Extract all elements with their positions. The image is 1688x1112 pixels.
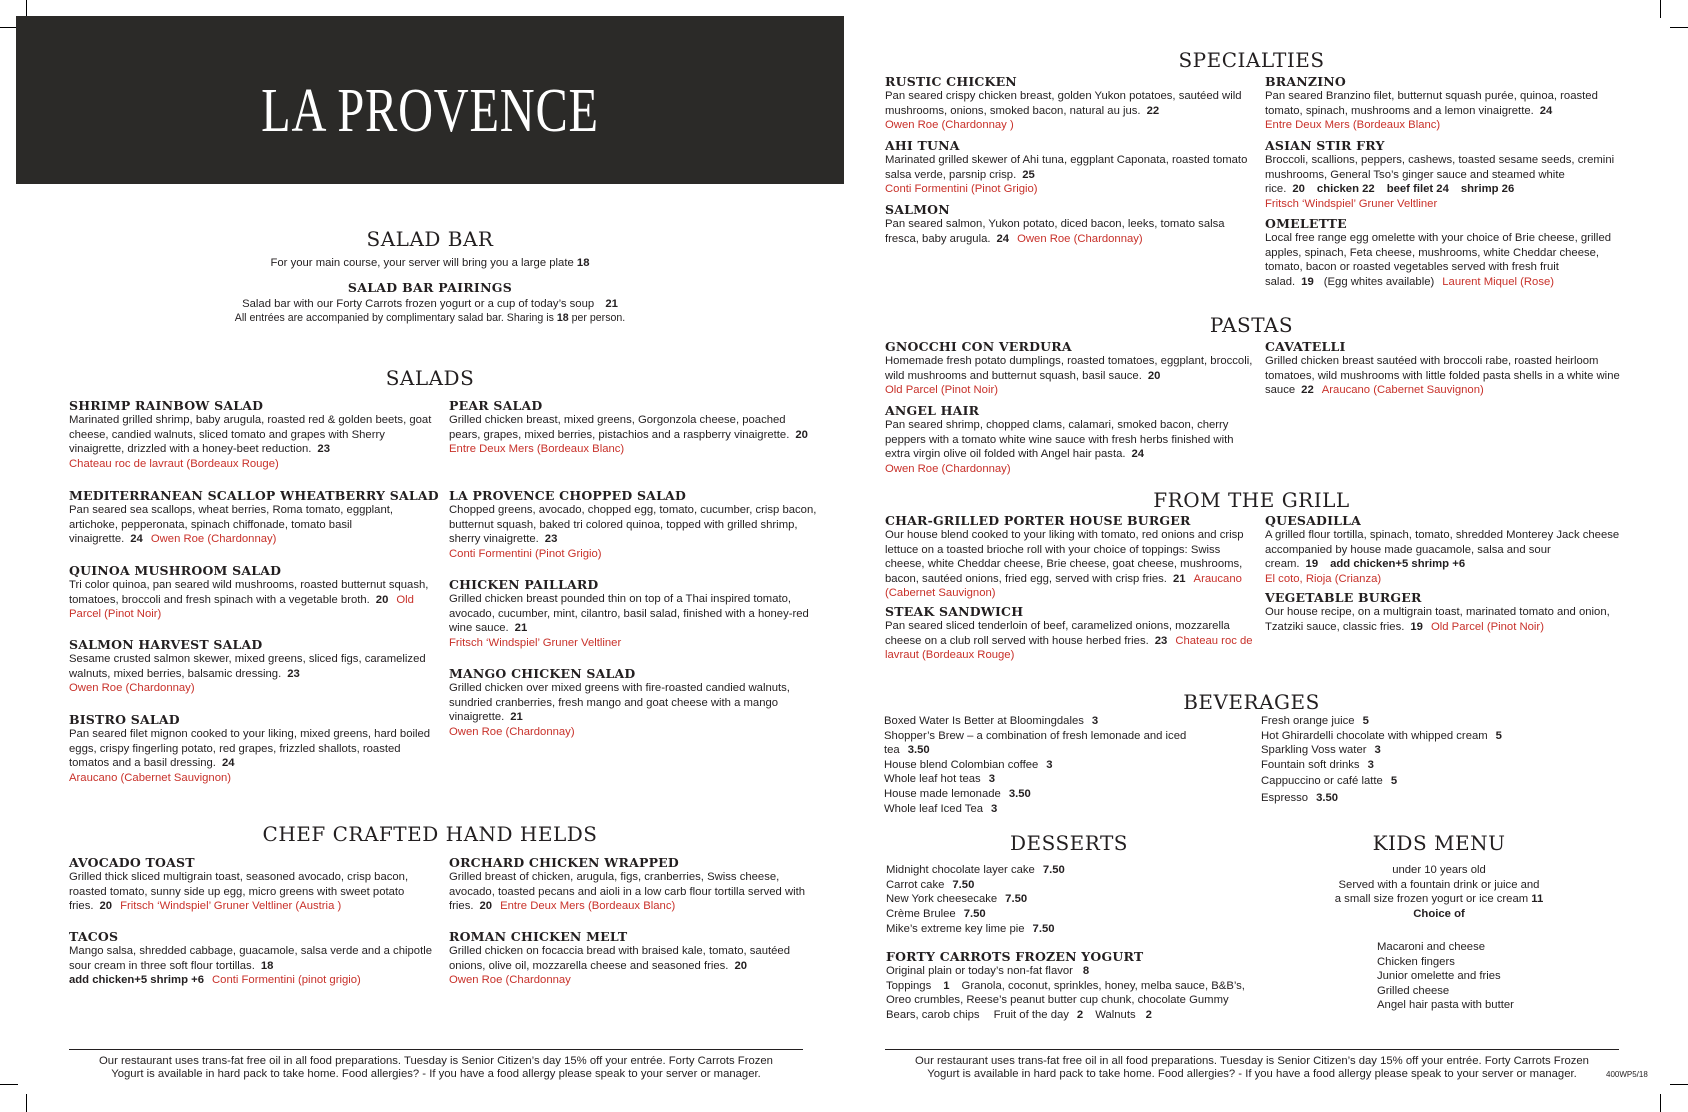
item-name: RUSTIC CHICKEN	[885, 74, 1017, 89]
menu-item	[1265, 513, 1635, 586]
item-name: MANGO CHICKEN SALAD	[449, 666, 636, 681]
note-text-a: All entrées are accompanied by complimentary salad bar. Sharing is	[234, 312, 554, 324]
item-desc: Grilled chicken breast, mixed greens, Gorgonzola cheese, poached pears, grapes, mixed berries, pistachios and a raspberry vinaigrette. 20 Entre Deux Mers (Bordeaux Blanc)	[449, 414, 808, 455]
wine-pairing: Fritsch ‘Windspiel’ Gruner Veltliner	[449, 636, 622, 649]
item-name: MEDITERRANEAN SCALLOP WHEATBERRY SALAD	[69, 488, 439, 503]
menu-item	[449, 398, 819, 457]
item-name: ANGEL HAIR	[885, 403, 980, 418]
beverages-right	[1261, 714, 1621, 806]
pairings-text: Salad bar with our Forty Carrots frozen yogurt or a cup of today’s soup	[242, 298, 595, 310]
menu-item	[449, 488, 819, 561]
item-name: QUESADILLA	[1265, 513, 1362, 528]
menu-item	[69, 637, 439, 696]
wine-pairing: Entre Deux Mers (Bordeaux Blanc)	[500, 900, 676, 912]
item-desc: Pan seared sea scallops, wheat berries, Roma tomato, eggplant, artichoke, pepperonata, spinach chiffonade, tomato basil vinaigrette. 24 Owen Roe (Chardonnay)	[69, 504, 394, 545]
specialties-heading: SPECIALTIES	[1178, 48, 1325, 72]
list-item: Hot Ghirardelli chocolate with whipped cream 5	[1261, 729, 1502, 742]
item-desc: Pan seared filet mignon cooked to your liking, mixed greens, hard boiled eggs, crispy fingerling potato, red grapes, frizzled shallots, roasted tomatos and a basil dressing. 24 Araucano (Cabernet Sauvignon)	[69, 728, 431, 784]
footer-line-2: Yogurt is available in hard pack to take home. Food allergies? - If you have a food allergy please speak to your server or manager.	[111, 1067, 761, 1080]
wine-pairing: Owen Roe (Chardonnay)	[885, 462, 1011, 475]
grill-heading: FROM THE GRILL	[1153, 488, 1350, 512]
brand-banner	[16, 16, 844, 184]
item-name: PEAR SALAD	[449, 398, 543, 413]
item-name: CAVATELLI	[1265, 339, 1346, 354]
item-desc: Homemade fresh potato dumplings, roasted tomatoes, eggplant, broccoli, wild mushrooms and butternut squash, basil sauce. 20 Old Parcel (Pinot Noir)	[885, 355, 1253, 396]
list-item: House blend Colombian coffee 3	[884, 758, 1053, 771]
list-item: Espresso 3.50	[1261, 791, 1339, 804]
list-item: Carrot cake 7.50	[886, 878, 975, 891]
item-name: TACOS	[69, 929, 119, 944]
salad-bar-note	[16, 311, 844, 326]
list-item: Shopper’s Brew – a combination of fresh lemonade and iced tea 3.50	[884, 729, 1187, 757]
item-desc: Grilled breast of chicken, arugula, figs, cranberries, Swiss cheese, avocado, toasted pecans and aioli in a low carb flour tortilla served with fries. 20 Entre Deux Mers (Bordeaux Blanc)	[449, 871, 806, 912]
note-price: 18	[556, 312, 569, 324]
wine-pairing: Fritsch ‘Windspiel’ Gruner Veltliner	[1265, 197, 1438, 210]
item-name: SALMON HARVEST SALAD	[69, 637, 263, 652]
footer-right	[885, 1055, 1619, 1080]
wine-pairing: Entre Deux Mers (Bordeaux Blanc)	[1265, 119, 1441, 131]
wine-pairing: Conti Formentini (Pinot Grigio)	[885, 183, 1038, 195]
wine-pairing: Owen Roe (Chardonnay)	[150, 533, 277, 545]
menu-item	[1265, 216, 1635, 289]
brand-title: LA PROVENCE	[261, 77, 599, 145]
wine-pairing: Owen Roe (Chardonnay)	[449, 725, 575, 738]
wine-pairing: Old Parcel (Pinot Noir)	[69, 593, 414, 620]
footer-rule	[885, 1049, 1619, 1050]
footer-line-1: Our restaurant uses trans-fat free oil in all food preparations. Tuesday is Senior Citizen’s day 15% off your entrée. Forty Carrots Frozen	[99, 1055, 773, 1067]
menu-item	[1265, 138, 1635, 211]
list-item: Chicken fingers	[1377, 955, 1455, 968]
item-name: BISTRO SALAD	[69, 712, 180, 727]
note-text-b: per person.	[571, 312, 626, 324]
list-item: Sparkling Voss water 3	[1261, 744, 1381, 757]
item-name: ASIAN STIR FRY	[1265, 138, 1385, 153]
item-name: STEAK SANDWICH	[885, 604, 1024, 619]
salad-bar-text: For your main course, your server will bring you a large plate	[270, 257, 574, 269]
menu-item	[885, 138, 1255, 197]
item-desc: Tri color quinoa, pan seared wild mushrooms, roasted butternut squash, tomatoes, broccoli and fresh spinach with a vegetable broth. 20 Old Parcel (Pinot Noir)	[69, 579, 429, 620]
list-item: Crème Brulee 7.50	[886, 907, 986, 920]
footer-rule	[69, 1049, 803, 1050]
list-item: Cappuccino or café latte 5	[1261, 775, 1398, 788]
list-item: Grilled cheese	[1377, 984, 1450, 997]
wine-pairing: Old Parcel (Pinot Noir)	[885, 384, 999, 396]
yogurt-desc: Original plain or today’s non-fat flavor 8 Toppings 1 Granola, coconut, sprinkles, honey, melba sauce, B&B’s, Oreo crumbles, Reese’s peanut butter cup chunk, chocolate Gummy Bears, carob chips Fruit of the day 2 Walnuts 2	[886, 965, 1245, 1021]
kids-heading: KIDS MENU	[1372, 831, 1506, 855]
desserts-list	[886, 863, 1266, 937]
item-desc: Grilled chicken breast pounded thin on top of a Thai inspired tomato, avocado, cucumber, mint, cilantro, basil salad, finished with a honey-red wine sauce. 21 Fritsch ‘Windspiel’ Gruner Veltliner	[449, 593, 809, 649]
item-desc: Marinated grilled skewer of Ahi tuna, eggplant Caponata, roasted tomato salsa verde, parsnip crisp. 25 Conti Formentini (Pinot Grigio)	[885, 154, 1248, 195]
menu-item	[449, 929, 819, 988]
item-name: OMELETTE	[1265, 216, 1347, 231]
item-name: SALMON	[885, 202, 950, 217]
menu-item	[1265, 74, 1635, 133]
pastas-heading: PASTAS	[1209, 313, 1294, 337]
wine-pairing: Chateau roc de lavraut (Bordeaux Rouge)	[69, 457, 279, 470]
wine-pairing: Araucano (Cabernet Sauvignon)	[69, 771, 232, 784]
menu-item	[449, 577, 819, 650]
menu-item	[885, 513, 1255, 601]
list-item: Fresh orange juice 5	[1261, 715, 1369, 727]
item-name: CHICKEN PAILLARD	[449, 577, 599, 592]
item-name: QUINOA MUSHROOM SALAD	[69, 563, 282, 578]
wine-pairing: El coto, Rioja (Crianza)	[1265, 572, 1382, 585]
list-item: Boxed Water Is Better at Bloomingdales 3	[884, 715, 1099, 727]
item-desc: Sesame crusted salmon skewer, mixed greens, sliced figs, caramelized walnuts, mixed berries, balsamic dressing. 23 Owen Roe (Chardonnay)	[69, 653, 426, 694]
item-desc: Grilled chicken over mixed greens with fire-roasted candied walnuts, sundried cranberries, fresh mango and goat cheese with a mango vinaigrette. 21 Owen Roe (Chardonnay)	[449, 682, 790, 738]
menu-item	[69, 855, 439, 914]
item-name: SHRIMP RAINBOW SALAD	[69, 398, 264, 413]
frozen-yogurt	[886, 949, 1276, 1022]
wine-pairing: Araucano (Cabernet Sauvignon)	[1321, 384, 1484, 396]
wine-pairing: Owen Roe (Chardonnay	[449, 974, 571, 986]
wine-pairing: Old Parcel (Pinot Noir)	[1430, 620, 1544, 633]
wine-pairing: Owen Roe (Chardonnay)	[1017, 232, 1143, 245]
item-desc: Chopped greens, avocado, chopped egg, tomato, cucumber, crisp bacon, butternut squash, baked tri colored quinoa, topped with grilled shrimp, sherry vinaigrette. 23 Conti Formentini (Pinot Grigio)	[449, 504, 817, 560]
list-item: House made lemonade 3.50	[884, 787, 1031, 800]
list-item: Midnight chocolate layer cake 7.50	[886, 864, 1065, 876]
wine-pairing: Chateau roc de lavraut (Bordeaux Rouge)	[885, 634, 1253, 661]
item-desc: Pan seared sliced tenderloin of beef, caramelized onions, mozzarella cheese on a club roll served with house herbed fries. 23 Chateau roc de lavraut (Bordeaux Rouge)	[885, 620, 1253, 661]
item-desc: Grilled chicken breast sautéed with broccoli rabe, roasted heirloom tomatoes, wild mushrooms with little folded pasta shells in a white wine sauce 22 Araucano (Cabernet Sauvignon)	[1265, 355, 1620, 396]
item-name: BRANZINO	[1265, 74, 1346, 89]
list-item: Macaroni and cheese	[1377, 941, 1486, 953]
item-desc: Local free range egg omelette with your choice of Brie cheese, grilled apples, spinach, Feta cheese, mushrooms, white Cheddar cheese, tomato, bacon or roasted vegetables served with fresh fruit salad. 19 (Egg whites available) Laurent Miquel (Rose)	[1265, 232, 1612, 288]
salad-bar-price: 18	[576, 257, 590, 269]
handhelds-heading: CHEF CRAFTED HAND HELDS	[262, 822, 598, 846]
item-name: AVOCADO TOAST	[69, 855, 195, 870]
menu-item	[1265, 339, 1635, 398]
item-desc: Mango salsa, shredded cabbage, guacamole, salsa verde and a chipotle sour cream in three soft flour tortillas. 18 add chicken+5 shrimp +6 Conti Formentini (pinot grigio)	[69, 945, 432, 986]
menu-item	[69, 398, 439, 471]
menu-item	[1265, 590, 1635, 634]
menu-item	[69, 929, 439, 988]
wine-pairing: Owen Roe (Chardonnay )	[885, 119, 1014, 131]
list-item: Whole leaf hot teas 3	[884, 773, 996, 786]
item-desc: Pan seared shrimp, chopped clams, calamari, smoked bacon, cherry peppers with a tomato white wine sauce with fresh herbs finished with extra virgin olive oil folded with Angel hair pasta. 24 Owen Roe (Chardonnay)	[885, 419, 1234, 475]
beverages-heading: BEVERAGES	[1183, 690, 1320, 714]
kids-list	[1377, 940, 1617, 1013]
item-desc: A grilled flour tortilla, spinach, tomato, shredded Monterey Jack cheese accompanied by house made guacamole, salsa and sour cream. 19 add chicken+5 shrimp +6 El coto, Rioja (Crianza)	[1265, 529, 1620, 585]
item-desc: Pan seared crispy chicken breast, golden Yukon potatoes, sautéed wild mushrooms, onions, smoked bacon, natural au jus. 22 Owen Roe (Chardonnay )	[885, 90, 1242, 131]
menu-item	[69, 488, 439, 547]
wine-pairing: Araucano (Cabernet Sauvignon)	[885, 572, 1242, 599]
item-name: ORCHARD CHICKEN WRAPPED	[449, 855, 679, 870]
wine-pairing: Owen Roe (Chardonnay)	[69, 682, 195, 694]
item-desc: Pan seared salmon, Yukon potato, diced bacon, leeks, tomato salsa fresca, baby arugula. 24 Owen Roe (Chardonnay)	[885, 218, 1225, 245]
menu-item	[449, 855, 819, 914]
item-name: GNOCCHI CON VERDURA	[885, 339, 1072, 354]
beverages-left	[884, 714, 1244, 816]
menu-item	[885, 74, 1255, 133]
desserts-heading: DESSERTS	[1009, 831, 1129, 855]
item-name: LA PROVENCE CHOPPED SALAD	[449, 488, 686, 503]
print-code: 400WP5/18	[1606, 1070, 1648, 1079]
kids-info: under 10 years old Served with a fountain drink or juice and a small size frozen yogurt or ice cream 11 Choice of	[1334, 864, 1544, 920]
list-item: New York cheesecake 7.50	[886, 893, 1028, 906]
item-desc: Broccoli, scallions, peppers, cashews, toasted sesame seeds, cremini mushrooms, General Tso’s ginger sauce and steamed white rice. 20 chicken 22 beef filet 24 shrimp 26 Fritsch ‘Windspiel’ Gruner Veltliner	[1265, 154, 1615, 210]
menu-item	[885, 339, 1255, 398]
item-name: CHAR-GRILLED PORTER HOUSE BURGER	[885, 513, 1191, 528]
menu-item	[885, 604, 1255, 663]
item-name: AHI TUNA	[885, 138, 960, 153]
list-item: Fountain soft drinks 3	[1261, 758, 1374, 771]
wine-pairing: Fritsch ‘Windspiel’ Gruner Veltliner (Austria )	[120, 900, 342, 912]
list-item: Whole leaf Iced Tea 3	[884, 802, 998, 815]
footer-line-1: Our restaurant uses trans-fat free oil in all food preparations. Tuesday is Senior Citizen’s day 15% off your entrée. Forty Carrots Frozen	[915, 1055, 1589, 1067]
wine-pairing: Conti Formentini (pinot grigio)	[212, 974, 361, 986]
menu-item	[449, 666, 819, 739]
wine-pairing: Conti Formentini (Pinot Grigio)	[449, 547, 602, 560]
menu-item	[69, 712, 439, 785]
wine-pairing: Entre Deux Mers (Bordeaux Blanc)	[449, 443, 625, 455]
menu-item	[885, 202, 1255, 246]
item-name: ROMAN CHICKEN MELT	[449, 929, 628, 944]
list-item: Angel hair pasta with butter	[1377, 999, 1514, 1012]
item-desc: Grilled chicken on focaccia bread with braised kale, tomato, sautéed onions, olive oil, mozzarella cheese and seasoned fries. 20 Owen Roe (Chardonnay	[449, 945, 790, 986]
menu-item	[885, 403, 1255, 476]
addons: add chicken+5 shrimp +6	[69, 974, 204, 986]
list-item: Junior omelette and fries	[1377, 970, 1501, 983]
salads-heading: SALADS	[385, 366, 475, 390]
wine-pairing: Laurent Miquel (Rose)	[1442, 275, 1555, 288]
menu-item	[69, 563, 439, 622]
pairings-price: 21	[605, 298, 618, 310]
item-desc: Our house blend cooked to your liking with tomato, red onions and crisp lettuce on a toasted brioche roll with your choice of toppings: Swiss cheese, white Cheddar cheese, Brie cheese, goat cheese, mushrooms, bacon, sautéed onions, fried egg, served with crisp fries. 21 Araucano (Cabernet Sauvignon)	[885, 529, 1244, 599]
salad-bar-pairings-line	[16, 297, 844, 312]
item-desc: Grilled thick sliced multigrain toast, seasoned avocado, crisp bacon, roasted tomato, sunny side up egg, micro greens with sweet potato fries. 20 Fritsch ‘Windspiel’ Gruner Veltliner (Austria )	[69, 871, 409, 912]
yogurt-heading: FORTY CARROTS FROZEN YOGURT	[886, 949, 1144, 964]
item-desc: Our house recipe, on a multigrain toast, marinated tomato and onion, Tzatziki sauce, classic fries. 19 Old Parcel (Pinot Noir)	[1265, 606, 1610, 633]
item-desc: Pan seared Branzino filet, butternut squash purée, quinoa, roasted tomato, spinach, mushrooms and a lemon vinaigrette. 24 Entre Deux Mers (Bordeaux Blanc)	[1265, 90, 1598, 131]
item-desc: Marinated grilled shrimp, baby arugula, roasted red & golden beets, goat cheese, candied walnuts, sliced tomato and grapes with Sherry vinaigrette, drizzled with a honey-beet reduction. 23 Chateau roc de lavraut (Bordeaux Rouge)	[69, 414, 432, 470]
footer-left	[69, 1055, 803, 1080]
salad-bar-line	[16, 256, 844, 271]
list-item: Mike’s extreme key lime pie 7.50	[886, 923, 1055, 936]
footer-line-2: Yogurt is available in hard pack to take home. Food allergies? - If you have a food allergy please speak to your server or manager.	[927, 1067, 1577, 1080]
salad-bar-heading: SALAD BAR	[366, 227, 494, 251]
item-name: VEGETABLE BURGER	[1265, 590, 1422, 605]
salad-bar-pairings-heading: SALAD BAR PAIRINGS	[347, 280, 513, 295]
